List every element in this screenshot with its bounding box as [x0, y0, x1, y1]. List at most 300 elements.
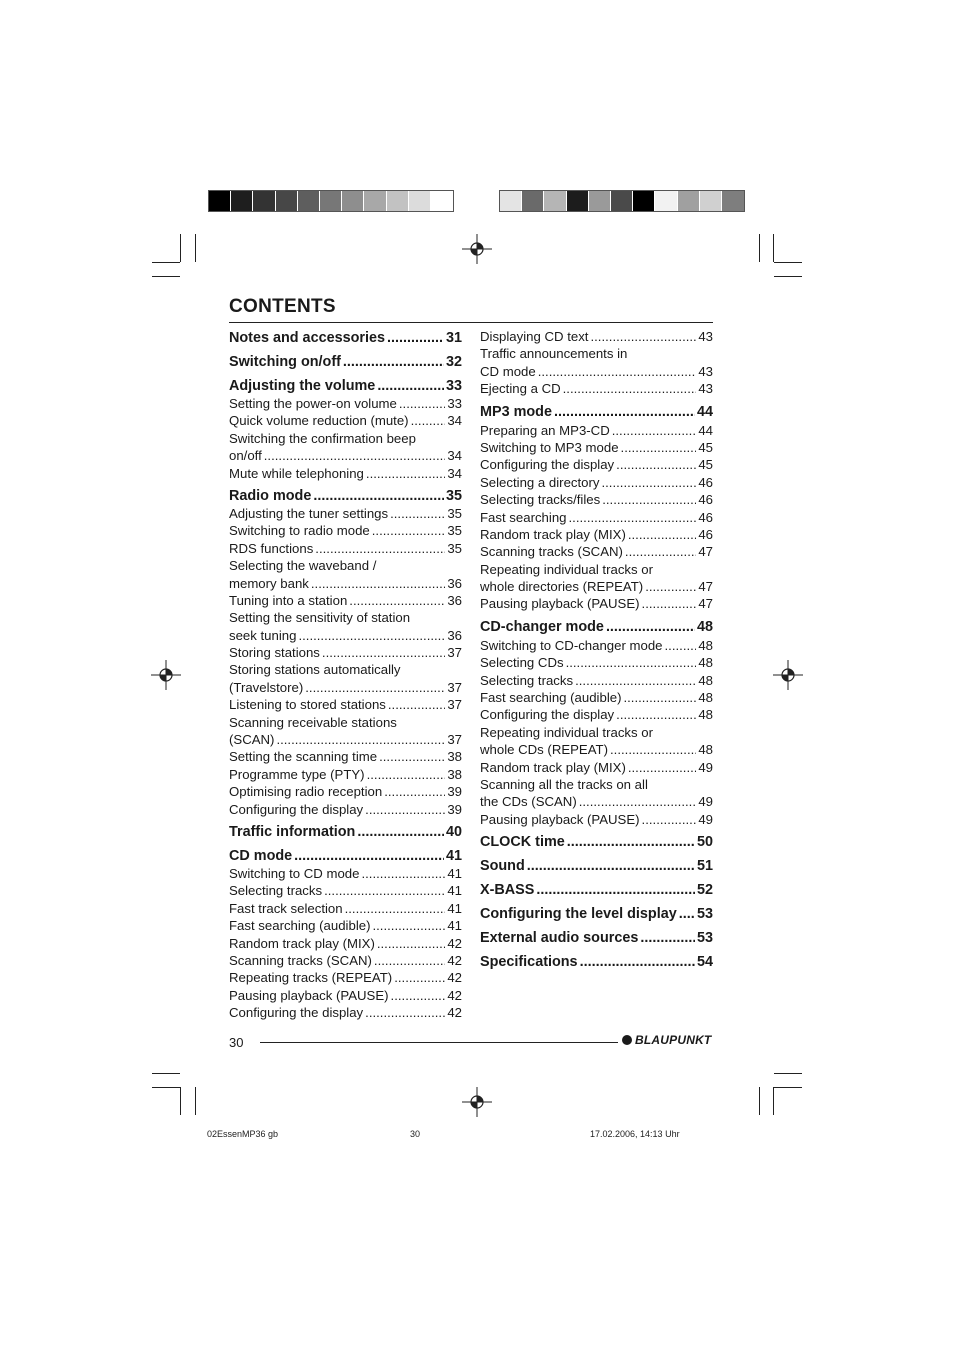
toc-page-number: 43 [698, 363, 713, 379]
dot-leader [580, 952, 695, 972]
toc-entry-text: Selecting CDs [480, 655, 564, 671]
toc-page-number: 37 [447, 679, 462, 695]
toc-page-number: 38 [447, 749, 462, 765]
toc-entry-text: MP3 mode [480, 403, 552, 420]
toc-subsection-entry[interactable] [480, 456, 713, 473]
dot-leader [567, 832, 695, 852]
brand-logo [622, 1033, 711, 1047]
dot-leader [264, 447, 446, 464]
color-swatch [231, 191, 253, 211]
dot-leader [324, 882, 445, 899]
dot-leader [387, 328, 444, 348]
color-swatch [589, 191, 611, 211]
toc-entry-text: Selecting a directory [480, 474, 600, 490]
toc-page-number: 49 [698, 794, 713, 810]
toc-entry-text: Configuring the display [229, 1005, 364, 1021]
toc-entry-text: Specifications [480, 954, 578, 971]
dot-leader [645, 578, 696, 595]
toc-subsection-entry[interactable] [229, 679, 462, 696]
toc-section-entry[interactable] [480, 402, 713, 422]
dot-leader [377, 376, 444, 396]
toc-subsection-entry[interactable] [229, 575, 462, 592]
toc-page-number: 49 [698, 759, 713, 775]
toc-subsection-entry[interactable] [229, 952, 462, 969]
toc-section-entry[interactable] [480, 617, 713, 637]
dot-leader [579, 793, 697, 810]
dot-leader [411, 412, 446, 429]
dot-leader [679, 904, 695, 924]
toc-page-number: 37 [447, 645, 462, 661]
toc-entry-text: seek tuning [229, 627, 297, 643]
toc-column-left [229, 328, 462, 1022]
dot-leader [374, 952, 445, 969]
toc-entry-text: Selecting tracks/files [480, 492, 601, 508]
color-calibration-bar-right [499, 190, 745, 212]
dot-leader [590, 328, 696, 345]
dot-leader [640, 928, 695, 948]
color-swatch [633, 191, 655, 211]
toc-page-number: 42 [447, 935, 462, 951]
toc-column-right [480, 328, 713, 972]
dot-leader [294, 846, 444, 866]
toc-subsection-entry[interactable] [480, 328, 713, 345]
crop-mark [152, 276, 180, 277]
toc-entry-text: Repeating tracks (REPEAT) [229, 970, 393, 986]
dot-leader [366, 465, 445, 482]
toc-entry-text: Configuring the display [480, 457, 615, 473]
toc-subsection-entry[interactable] [229, 865, 462, 882]
toc-entry-text: whole CDs (REPEAT) [480, 742, 608, 758]
toc-section-entry[interactable] [480, 856, 713, 876]
toc-page-number: 43 [698, 329, 713, 344]
toc-subsection-entry[interactable] [480, 811, 713, 828]
toc-section-entry[interactable] [229, 376, 462, 396]
registration-mark-icon [773, 660, 803, 690]
title-divider [229, 322, 713, 323]
dot-leader [575, 672, 696, 689]
toc-entry-text: Configuring the display [229, 801, 364, 817]
toc-subsection-entry[interactable] [480, 526, 713, 543]
dot-leader [384, 783, 445, 800]
color-swatch [500, 191, 522, 211]
toc-subsection-entry[interactable] [480, 595, 713, 612]
dot-leader [372, 917, 445, 934]
dot-leader [298, 627, 445, 644]
toc-subsection-entry[interactable] [229, 766, 462, 783]
dot-leader [563, 380, 697, 397]
toc-entry-text: Preparing an MP3-CD [480, 422, 610, 438]
toc-subsection-entry[interactable] [229, 935, 462, 952]
toc-entry-text: Scanning tracks (SCAN) [229, 952, 372, 968]
dot-leader [625, 543, 696, 560]
brand-dot-icon [622, 1035, 632, 1045]
page-title: CONTENTS [229, 296, 336, 317]
toc-page-number: 31 [445, 330, 462, 346]
toc-subsection-entry[interactable] [480, 491, 713, 508]
crop-mark [180, 234, 181, 262]
dot-leader [377, 935, 445, 952]
toc-entry-text: Ejecting a CD [480, 381, 561, 397]
toc-page-number: 42 [447, 952, 462, 968]
toc-page-number: 37 [447, 732, 462, 748]
dot-leader [606, 617, 695, 637]
dot-leader [616, 706, 696, 723]
dot-leader [343, 352, 444, 372]
toc-entry-text: Pausing playback (PAUSE) [480, 811, 640, 827]
toc-entry-text: Selecting tracks [480, 672, 574, 688]
toc-subsection-entry[interactable] [229, 696, 462, 713]
crop-mark [180, 1087, 181, 1115]
color-calibration-bar-left [208, 190, 454, 212]
toc-page-number: 53 [696, 906, 713, 923]
toc-subsection-entry[interactable] [480, 637, 713, 654]
toc-entry-text: CD-changer mode [480, 618, 604, 635]
toc-subsection-entry[interactable] [480, 793, 713, 810]
toc-page-number: 48 [698, 690, 713, 706]
dot-leader [365, 1004, 445, 1021]
color-swatch [431, 191, 453, 211]
toc-page-number: 42 [447, 1005, 462, 1021]
toc-section-entry[interactable] [480, 832, 713, 852]
toc-entry-text: Adjusting the volume [229, 378, 376, 394]
toc-subsection-entry[interactable] [229, 801, 462, 818]
toc-page-number: 41 [447, 918, 462, 934]
toc-subsection-entry[interactable] [229, 1004, 462, 1021]
toc-entry-text: Tuning into a station [229, 592, 348, 608]
toc-subsection-entry[interactable] [229, 969, 462, 986]
color-swatch [722, 191, 744, 211]
toc-entry-text: Setting the scanning time [229, 749, 378, 765]
dot-leader [379, 748, 445, 765]
toc-entry-text: Random track play (MIX) [480, 759, 626, 775]
toc-subsection-entry[interactable] [480, 654, 713, 671]
dot-leader [315, 540, 445, 557]
dot-leader [357, 822, 444, 842]
dot-leader [566, 654, 697, 671]
toc-page-number: 48 [698, 655, 713, 671]
toc-subsection-entry[interactable] [229, 627, 462, 644]
toc-page-number: 43 [698, 381, 713, 397]
toc-entry-text: Selecting the waveband / [229, 558, 377, 574]
dot-leader [612, 422, 697, 439]
toc-entry-text: Mute while telephoning [229, 465, 364, 481]
toc-page-number: 32 [445, 354, 462, 370]
toc-page-number: 44 [698, 422, 713, 438]
toc-page-number: 46 [698, 509, 713, 525]
color-swatch [298, 191, 320, 211]
toc-entry-text: Sound [480, 858, 525, 875]
crop-mark [152, 1073, 180, 1074]
toc-entry-text: Fast searching (audible) [480, 690, 622, 706]
toc-page-number: 48 [698, 707, 713, 723]
toc-entry-text: Configuring the level display [480, 906, 677, 923]
toc-page-number: 36 [447, 592, 462, 608]
toc-entry-text: Switching to MP3 mode [480, 439, 619, 455]
color-swatch [611, 191, 633, 211]
toc-subsection-entry[interactable] [480, 706, 713, 723]
toc-page-number: 47 [698, 596, 713, 612]
toc-section-entry[interactable] [480, 904, 713, 924]
dot-leader [628, 759, 696, 776]
color-swatch [320, 191, 342, 211]
dot-leader [345, 900, 446, 917]
toc-page-number: 45 [698, 457, 713, 473]
toc-page-number: 51 [696, 858, 713, 875]
toc-entry-text: RDS functions [229, 540, 314, 556]
toc-subsection-entry[interactable] [480, 363, 713, 380]
toc-page-number: 33 [447, 396, 462, 411]
toc-section-entry[interactable] [229, 352, 462, 372]
toc-subsection-entry[interactable] [229, 592, 462, 609]
toc-page-number: 33 [445, 378, 462, 394]
toc-entry-text: Radio mode [229, 487, 312, 504]
toc-page-number: 35 [447, 505, 462, 521]
toc-entry-text: (Travelstore) [229, 679, 304, 695]
dot-leader [665, 637, 697, 654]
dot-leader [642, 811, 697, 828]
toc-entry-text: Scanning tracks (SCAN) [480, 544, 623, 560]
toc-subsection-entry[interactable] [480, 422, 713, 439]
toc-section-entry[interactable] [480, 952, 713, 972]
toc-entry-text: Repeating individual tracks or [480, 724, 653, 740]
toc-entry-text: Programme type (PTY) [229, 766, 365, 782]
toc-page-number: 34 [447, 413, 462, 429]
toc-entry-text: Optimising radio reception [229, 784, 383, 800]
toc-subsection-entry[interactable] [480, 380, 713, 397]
toc-subsection-entry[interactable] [229, 412, 462, 429]
toc-entry-text: CD mode [480, 363, 536, 379]
dot-leader [616, 456, 696, 473]
dot-leader [322, 644, 445, 661]
toc-entry-text: Fast searching [480, 509, 567, 525]
toc-page-number: 44 [696, 403, 713, 420]
toc-page-number: 41 [447, 883, 462, 899]
toc-section-entry[interactable] [480, 928, 713, 948]
toc-subsection-entry[interactable] [480, 543, 713, 560]
dot-leader [391, 987, 446, 1004]
slug-filename: 02EssenMP36 gb [207, 1129, 279, 1139]
toc-subsection-entry[interactable] [480, 689, 713, 706]
crop-mark [774, 262, 802, 263]
toc-subsection-entry[interactable] [480, 474, 713, 491]
color-swatch [276, 191, 298, 211]
slug-page: 30 [410, 1129, 421, 1139]
dot-leader [554, 402, 695, 422]
color-swatch [253, 191, 275, 211]
toc-page-number: 46 [698, 474, 713, 490]
toc-entry-text: on/off [229, 448, 262, 464]
crop-mark [195, 1087, 196, 1115]
toc-entry-text: memory bank [229, 575, 309, 591]
toc-page-number: 37 [447, 697, 462, 713]
dot-leader [642, 595, 697, 612]
crop-mark [152, 1087, 180, 1088]
toc-page-number: 41 [447, 900, 462, 916]
dot-leader [367, 766, 446, 783]
toc-page-number: 41 [445, 847, 462, 864]
toc-page-number: 47 [698, 579, 713, 595]
brand-name: BLAUPUNKT [635, 1033, 712, 1047]
toc-subsection-entry[interactable] [229, 447, 462, 464]
toc-entry-text: X-BASS [480, 882, 535, 899]
toc-subsection-entry[interactable] [229, 783, 462, 800]
toc-page-number: 35 [447, 523, 462, 539]
toc-entry-text: Repeating individual tracks or [480, 561, 653, 577]
toc-subsection-entry[interactable] [480, 439, 713, 456]
dot-leader [527, 856, 695, 876]
color-swatch [567, 191, 589, 211]
toc-subsection-entry[interactable] [229, 882, 462, 899]
toc-subsection-entry[interactable] [229, 505, 462, 522]
dot-leader [390, 505, 445, 522]
registration-mark-icon [151, 660, 181, 690]
toc-page-number: 36 [447, 575, 462, 591]
toc-entry-text: Setting the sensitivity of station [229, 610, 411, 626]
dot-leader [388, 696, 445, 713]
toc-page-number: 54 [696, 954, 713, 971]
registration-mark-icon [462, 1087, 492, 1117]
toc-subsection-entry[interactable] [229, 900, 462, 917]
page-number: 30 [229, 1035, 244, 1050]
toc-entry-text: Pausing playback (PAUSE) [480, 596, 640, 612]
toc-subsection-entry[interactable] [480, 759, 713, 776]
toc-page-number: 45 [698, 439, 713, 455]
color-swatch [655, 191, 677, 211]
color-swatch [342, 191, 364, 211]
toc-entry-text: Random track play (MIX) [229, 935, 375, 951]
toc-entry-text: Adjusting the tuner settings [229, 505, 389, 521]
toc-page-number: 35 [447, 540, 462, 556]
toc-page-number: 42 [447, 970, 462, 986]
toc-entry-text: CD mode [229, 847, 293, 864]
dot-leader [610, 741, 696, 758]
toc-entry-text: Quick volume reduction (mute) [229, 413, 409, 429]
toc-subsection-entry[interactable] [480, 672, 713, 689]
toc-page-number: 53 [696, 930, 713, 947]
toc-entry-text: Scanning all the tracks on all [480, 776, 648, 792]
dot-leader [621, 439, 697, 456]
color-swatch [387, 191, 409, 211]
toc-page-number: 48 [696, 618, 713, 635]
toc-entry-text: Fast searching (audible) [229, 918, 371, 934]
toc-entry-text: Storing stations automatically [229, 662, 401, 678]
toc-page-number: 48 [698, 637, 713, 653]
slug-timestamp: 17.02.2006, 14:13 Uhr [590, 1129, 680, 1139]
toc-subsection-entry[interactable] [229, 540, 462, 557]
toc-entry-text: External audio sources [480, 930, 639, 947]
color-swatch [364, 191, 386, 211]
toc-subsection-entry[interactable] [229, 465, 462, 482]
toc-page-number: 41 [447, 865, 462, 881]
toc-page-number: 35 [445, 487, 462, 504]
toc-entry-text: (SCAN) [229, 732, 275, 748]
dot-leader [313, 486, 444, 506]
toc-section-entry[interactable] [229, 328, 462, 348]
toc-section-entry[interactable] [229, 822, 462, 842]
dot-leader [623, 689, 696, 706]
toc-entry-text: Fast track selection [229, 900, 343, 916]
dot-leader [361, 865, 445, 882]
toc-entry-text: Random track play (MIX) [480, 526, 626, 542]
toc-entry-text: Notes and accessories [229, 330, 385, 346]
toc-subsection-entry[interactable] [229, 644, 462, 661]
toc-page-number: 38 [447, 766, 462, 782]
toc-entry-text: Switching to CD mode [229, 865, 360, 881]
toc-entry-text: Traffic announcements in [480, 346, 628, 362]
toc-subsection-entry[interactable] [480, 578, 713, 595]
toc-page-number: 36 [447, 627, 462, 643]
toc-page-number: 48 [698, 672, 713, 688]
crop-mark [774, 1087, 802, 1088]
toc-page-number: 50 [696, 834, 713, 851]
registration-mark-icon [462, 234, 492, 264]
toc-entry-text: Storing stations [229, 645, 320, 661]
dot-leader [365, 801, 445, 818]
dot-leader [372, 522, 446, 539]
toc-section-entry[interactable] [480, 880, 713, 900]
toc-entry-text: the CDs (SCAN) [480, 794, 577, 810]
dot-leader [538, 363, 697, 380]
dot-leader [602, 491, 696, 508]
toc-section-entry[interactable] [229, 486, 462, 506]
toc-page-number: 48 [698, 742, 713, 758]
dot-leader [305, 679, 445, 696]
toc-subsection-entry[interactable] [229, 748, 462, 765]
toc-subsection-entry[interactable] [229, 917, 462, 934]
toc-page-number: 49 [698, 811, 713, 827]
color-swatch [209, 191, 231, 211]
toc-subsection-entry[interactable] [229, 731, 462, 748]
toc-section-entry[interactable] [229, 846, 462, 866]
dot-leader [276, 731, 445, 748]
toc-entry-text: Switching to radio mode [229, 523, 370, 539]
footer-divider [260, 1042, 618, 1043]
toc-page-number: 47 [698, 544, 713, 560]
color-swatch [678, 191, 700, 211]
crop-mark [773, 234, 774, 262]
dot-leader [394, 969, 445, 986]
color-swatch [544, 191, 566, 211]
toc-page-number: 46 [698, 492, 713, 508]
toc-entry-text: Displaying CD text [480, 329, 589, 344]
toc-entry-text: Switching on/off [229, 354, 341, 370]
toc-subsection-entry[interactable] [229, 987, 462, 1004]
dot-leader [349, 592, 445, 609]
dot-leader [601, 474, 696, 491]
toc-page-number: 40 [445, 823, 462, 840]
toc-entry-text: CLOCK time [480, 834, 565, 851]
toc-page-number: 39 [447, 801, 462, 817]
dot-leader [399, 395, 445, 412]
toc-entry-text: Configuring the display [480, 707, 615, 723]
toc-entry-text: Pausing playback (PAUSE) [229, 987, 389, 1003]
toc-entry-text: Switching the confirmation beep [229, 430, 416, 446]
crop-mark [774, 276, 802, 277]
crop-mark [759, 1087, 760, 1115]
toc-entry-text: Switching to CD-changer mode [480, 637, 663, 653]
toc-entry-text: whole directories (REPEAT) [480, 579, 644, 595]
toc-subsection-entry[interactable] [229, 395, 462, 412]
toc-entry-text: Traffic information [229, 823, 356, 840]
toc-subsection-entry[interactable] [229, 522, 462, 539]
toc-subsection-entry[interactable] [480, 509, 713, 526]
color-swatch [522, 191, 544, 211]
crop-mark [152, 262, 180, 263]
toc-page-number: 46 [698, 526, 713, 542]
toc-entry-text: Setting the power-on volume [229, 396, 397, 411]
toc-subsection-entry[interactable] [480, 741, 713, 758]
dot-leader [569, 509, 697, 526]
